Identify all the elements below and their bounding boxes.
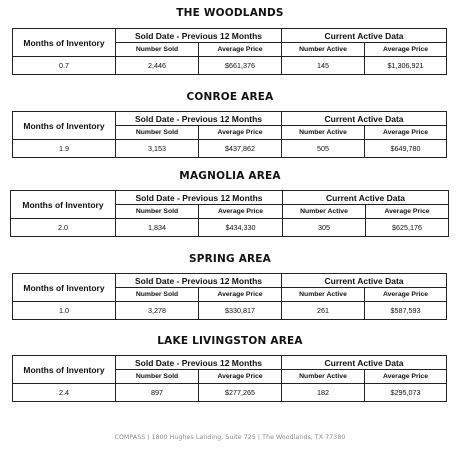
table-row xyxy=(13,57,447,75)
area-section-the-woodlands xyxy=(0,6,460,70)
area-section-conroe xyxy=(0,90,460,153)
market-table xyxy=(12,355,447,402)
sold-group-header: Sold Date - Previous 12 Months xyxy=(116,274,282,288)
sold-group-header: Sold Date - Previous 12 Months xyxy=(116,112,282,126)
average-price-active-header: Average Price xyxy=(365,126,447,140)
average-price-sold-value: $661,376 xyxy=(199,57,282,75)
average-price-sold-header: Average Price xyxy=(199,370,282,384)
average-price-active-header: Average Price xyxy=(365,288,447,302)
number-sold-header: Number Sold xyxy=(116,126,199,140)
number-sold-header: Number Sold xyxy=(116,370,199,384)
number-active-header: Number Active xyxy=(283,205,366,219)
number-sold-value: 3,153 xyxy=(116,140,199,158)
average-price-sold-value: $434,330 xyxy=(199,219,283,237)
sold-group-header: Sold Date - Previous 12 Months xyxy=(116,191,283,205)
table-row xyxy=(11,219,449,237)
number-sold-header: Number Sold xyxy=(116,205,199,219)
average-price-active-value: $1,306,921 xyxy=(365,57,447,75)
area-title: LAKE LIVINGSTON AREA xyxy=(157,335,303,347)
sold-group-header: Sold Date - Previous 12 Months xyxy=(116,29,282,43)
market-table xyxy=(10,190,449,237)
number-active-value: 261 xyxy=(282,302,365,320)
table-row xyxy=(13,384,447,402)
average-price-active-value: $649,780 xyxy=(365,140,447,158)
number-active-value: 305 xyxy=(283,219,366,237)
number-sold-value: 2,446 xyxy=(116,57,199,75)
months-of-inventory-value: 2.4 xyxy=(13,384,116,402)
number-sold-value: 1,834 xyxy=(116,219,199,237)
average-price-sold-header: Average Price xyxy=(199,205,283,219)
average-price-active-header: Average Price xyxy=(365,370,447,384)
number-sold-header: Number Sold xyxy=(116,43,199,57)
number-sold-header: Number Sold xyxy=(116,288,199,302)
active-group-header: Current Active Data xyxy=(282,274,447,288)
area-section-lake-livingston xyxy=(0,334,460,397)
number-active-value: 505 xyxy=(282,140,365,158)
average-price-sold-value: $277,265 xyxy=(199,384,282,402)
number-active-value: 145 xyxy=(282,57,365,75)
months-of-inventory-header: Months of Inventory xyxy=(13,29,116,57)
sold-group-header: Sold Date - Previous 12 Months xyxy=(116,356,282,370)
months-of-inventory-header: Months of Inventory xyxy=(11,191,116,219)
active-group-header: Current Active Data xyxy=(282,29,447,43)
months-of-inventory-header: Months of Inventory xyxy=(13,356,116,384)
number-active-header: Number Active xyxy=(282,43,365,57)
active-group-header: Current Active Data xyxy=(282,356,447,370)
months-of-inventory-value: 1.9 xyxy=(13,140,116,158)
months-of-inventory-value: 0.7 xyxy=(13,57,116,75)
average-price-active-header: Average Price xyxy=(366,205,449,219)
number-active-header: Number Active xyxy=(282,288,365,302)
average-price-sold-value: $437,862 xyxy=(199,140,282,158)
active-group-header: Current Active Data xyxy=(282,112,447,126)
months-of-inventory-value: 1.0 xyxy=(13,302,116,320)
area-section-spring xyxy=(0,252,460,315)
number-active-header: Number Active xyxy=(282,126,365,140)
average-price-active-header: Average Price xyxy=(365,43,447,57)
footer-address: COMPASS | 1800 Hughes Landing, Suite 725 | The Woodlands, TX 77380 xyxy=(114,434,346,441)
area-title: MAGNOLIA AREA xyxy=(179,170,281,182)
number-sold-value: 897 xyxy=(116,384,199,402)
market-table xyxy=(12,273,447,320)
average-price-active-value: $625,176 xyxy=(366,219,449,237)
area-title: SPRING AREA xyxy=(188,253,272,265)
area-section-magnolia xyxy=(0,169,460,232)
months-of-inventory-header: Months of Inventory xyxy=(13,274,116,302)
table-row xyxy=(13,140,447,158)
number-active-value: 182 xyxy=(282,384,365,402)
months-of-inventory-value: 2.0 xyxy=(11,219,116,237)
market-table xyxy=(12,111,447,158)
active-group-header: Current Active Data xyxy=(283,191,449,205)
table-row xyxy=(13,302,447,320)
average-price-active-value: $587,593 xyxy=(365,302,447,320)
average-price-sold-header: Average Price xyxy=(199,43,282,57)
months-of-inventory-header: Months of Inventory xyxy=(13,112,116,140)
number-active-header: Number Active xyxy=(282,370,365,384)
average-price-sold-header: Average Price xyxy=(199,126,282,140)
number-sold-value: 3,278 xyxy=(116,302,199,320)
average-price-active-value: $295,073 xyxy=(365,384,447,402)
average-price-sold-value: $330,817 xyxy=(199,302,282,320)
average-price-sold-header: Average Price xyxy=(199,288,282,302)
area-title: THE WOODLANDS xyxy=(176,7,284,19)
market-table xyxy=(12,28,447,75)
area-title: CONROE AREA xyxy=(186,91,274,103)
